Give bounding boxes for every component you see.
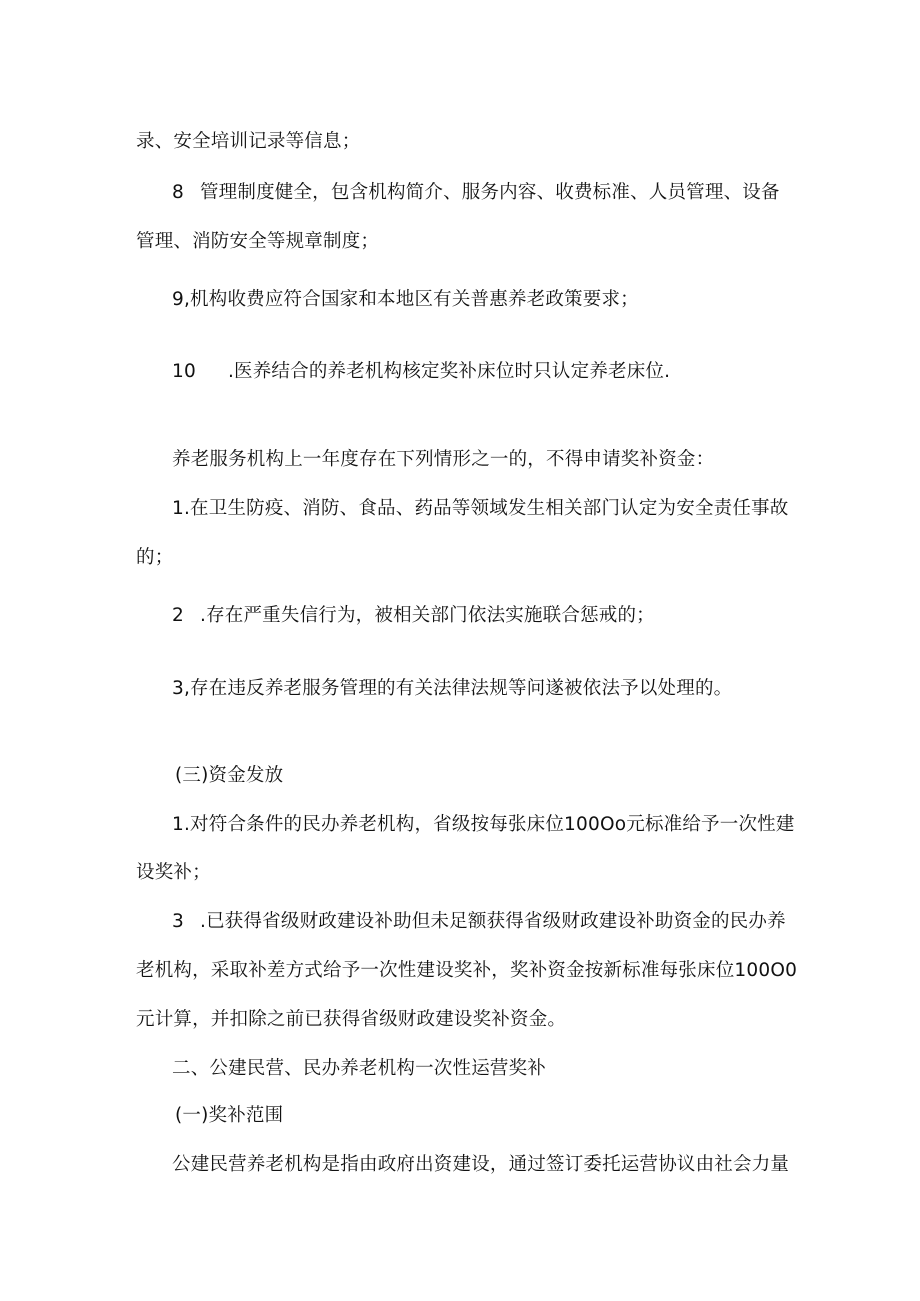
text-line-funds-3 xyxy=(172,910,786,934)
text-line-scope-definition: 公建民营养老机构是指由政府出资建设，通过签订委托运营协议由社会力量 xyxy=(172,1154,790,1175)
text-line-exclusion-2 xyxy=(172,604,655,628)
item-number-8: 8 xyxy=(172,182,184,203)
item-number-2: 2 xyxy=(172,605,184,626)
text-line-item-10 xyxy=(172,360,670,384)
exclusion-2-text: .存在严重失信行为，被相关部门依法实施联合惩戒的； xyxy=(199,605,655,626)
text-line-item-8 xyxy=(172,181,780,205)
text-line-item-9: 9,机构收费应符合国家和本地区有关普惠养老政策要求； xyxy=(172,289,639,310)
text-line-exclusion-intro: 养老服务机构上一年度存在下列情形之一的，不得申请奖补资金： xyxy=(172,449,715,470)
section-heading-funds: (三)资金发放 xyxy=(175,765,284,786)
funds-3-text: .已获得省级财政建设补助但未足额获得省级财政建设补助资金的民办养 xyxy=(199,911,786,932)
text-line-exclusion-1: 1.在卫生防疫、消防、食品、药品等领域发生相关部门认定为安全责任事故 xyxy=(172,498,789,519)
item-number-10: 10 xyxy=(172,361,196,382)
section-heading-operation-subsidy: 二、公建民营、民办养老机构一次性运营奖补 xyxy=(172,1058,547,1079)
text-line-exclusion-3: 3,存在违反养老服务管理的有关法律法规等问遂被依法予以处理的。 xyxy=(172,678,733,699)
text-line-1: 录、安全培训记录等信息； xyxy=(136,131,361,152)
text-line-funds-1-cont: 设奖补； xyxy=(136,862,211,883)
section-heading-subsidy-scope: (一)奖补范围 xyxy=(175,1105,284,1126)
text-line-3: 管理、消防安全等规章制度； xyxy=(136,231,380,252)
item-number-3: 3 xyxy=(172,911,184,932)
text-line-exclusion-1-cont: 的； xyxy=(136,547,174,568)
text-line-funds-3-cont1: 老机构，采取补差方式给予一次性建设奖补，奖补资金按新标准每张床位100O0 xyxy=(136,960,798,981)
item-10-text: .医养结合的养老机构核定奖补床位时只认定养老床位. xyxy=(227,361,671,382)
item-8-text: 管理制度健全，包含机构简介、服务内容、收费标准、人员管理、设备 xyxy=(199,182,780,203)
text-line-funds-1: 1.对符合条件的民办养老机构，省级按每张床位100Oo元标准给予一次性建 xyxy=(172,814,795,835)
text-line-funds-3-cont2: 元计算，并扣除之前已获得省级财政建设奖补资金。 xyxy=(136,1009,567,1030)
